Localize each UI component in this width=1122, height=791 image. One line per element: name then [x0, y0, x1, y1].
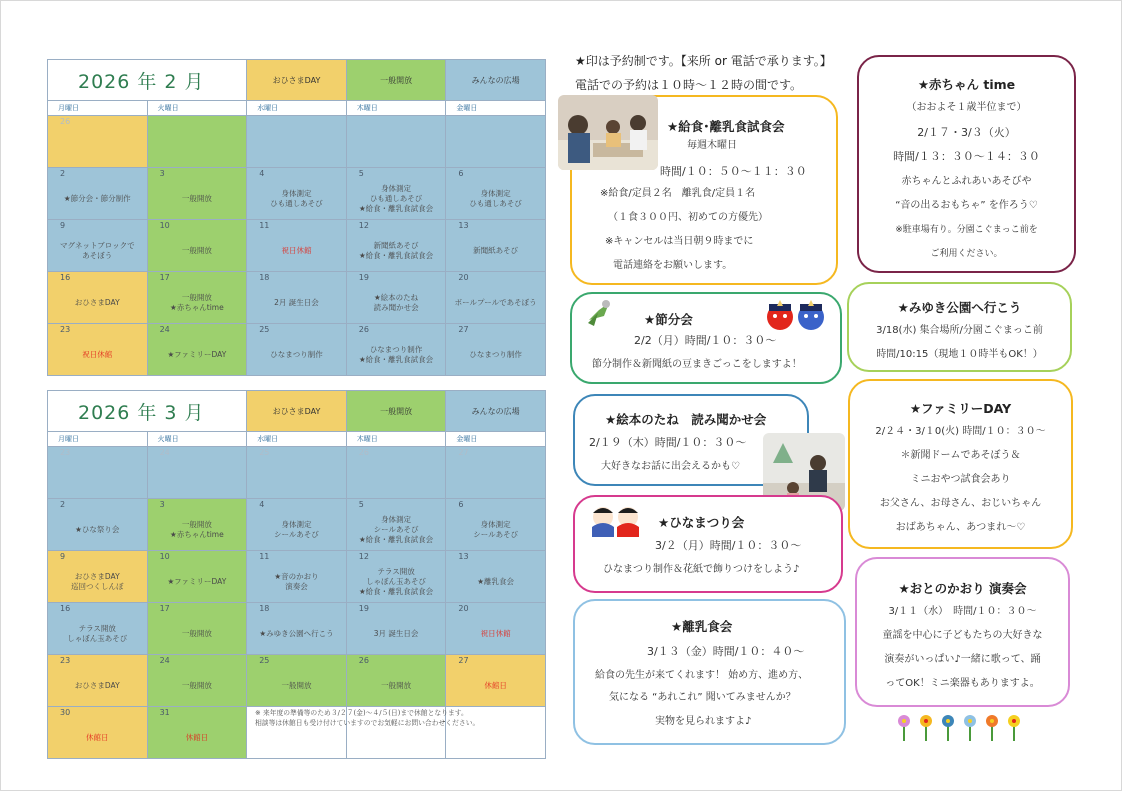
closure-note: ※ 来年度の準備等のため３/２７(金)～４/５(日)まで休館となります。 相談等は休館日も受け付けていますのでお気軽にお問い合わせください。 [255, 709, 480, 727]
weaning-food-line: 給食の先生が来てくれます！ 始め方、進め方、 [595, 670, 809, 681]
weaning-food-line: 3/１３（金）時間/１０：４０～ [647, 645, 805, 658]
day-number: 18 [259, 604, 270, 613]
legend-general: 一般開放 [346, 391, 446, 432]
day-event: 3月 誕生日会 [373, 629, 419, 638]
day-cell [346, 272, 446, 324]
day-number: 13 [458, 221, 469, 230]
day-cell [48, 707, 148, 759]
weaning-food-line: 気になる “あれこれ” 聞いてみませんか？ [609, 692, 796, 703]
family-day-line: お父さん、お母さん、おじいちゃん [879, 498, 1042, 509]
day-event: 祝日休館 [480, 629, 511, 638]
day-number: 11 [259, 552, 270, 561]
day-number: 20 [458, 273, 469, 282]
day-number: 27 [458, 448, 469, 457]
day-event: 休館日 [185, 733, 209, 742]
concert-line: 演奏がいっぱい♪一緒に歌って、踊 [884, 654, 1041, 665]
day-number: 25 [259, 448, 270, 457]
picture-book-line: 2/１９（木）時間/１０：３０～ [589, 436, 747, 449]
legend-general: 一般開放 [346, 60, 446, 101]
day-cell [247, 499, 347, 551]
day-number: 23 [60, 656, 71, 665]
day-number: 26 [358, 656, 369, 665]
day-event: おひさまDAY [74, 298, 120, 307]
day-event: ★音のかおり 演奏会 [274, 572, 319, 591]
day-event: 祝日休館 [281, 246, 312, 255]
concert-title: ★おとのかおり 演奏会 [898, 581, 1027, 596]
day-cell [247, 168, 347, 220]
day-number: 24 [159, 325, 170, 334]
calendar-title: 2026 年 2 月 [48, 60, 247, 101]
day-cell [346, 324, 446, 376]
day-number: 26 [60, 117, 71, 126]
day-number: 26 [358, 448, 369, 457]
day-event: 身体測定 ひも通しあそび [469, 189, 522, 208]
day-event: 一般開放 [181, 629, 212, 638]
lunch-photo [558, 95, 658, 170]
day-event: ひなまつり制作 ★給食・離乳食試食会 [358, 345, 434, 364]
baby-time-line: （おおよそ１歳半位まで） [906, 102, 1027, 113]
day-cell [346, 551, 446, 603]
day-cell [446, 551, 546, 603]
legend-ohisama: おひさまDAY [247, 60, 347, 101]
day-event: マグネットブロックで あそぼう [60, 241, 135, 260]
setsubun-line: 2/2（月）時間/１０：３０～ [634, 334, 777, 347]
day-event: 一般開放 [181, 194, 212, 203]
day-number: 11 [259, 221, 270, 230]
concert-line: 童謡を中心に子どもたちの大好きな [882, 630, 1043, 641]
day-event: 身体測定 ひも通しあそび ★給食・離乳食試食会 [358, 184, 434, 213]
day-event: 身体測定 シールあそび ★給食・離乳食試食会 [358, 515, 434, 544]
day-event: 休館日 [86, 733, 109, 742]
day-event: 新聞紙あそび ★給食・離乳食試食会 [358, 241, 434, 260]
day-cell [446, 447, 546, 499]
day-cell [147, 447, 247, 499]
day-cell [48, 324, 148, 376]
day-event: ★離乳食会 [477, 577, 515, 586]
day-number: 6 [458, 500, 464, 509]
march-calendar [47, 390, 546, 759]
day-cell [147, 603, 247, 655]
day-cell [48, 603, 148, 655]
day-event: ★みゆき公園へ行こう [259, 629, 334, 638]
day-cell [147, 168, 247, 220]
day-number: 25 [259, 325, 270, 334]
lunch-tasting-line: ※給食/定員２名 離乳食/定員１名 [600, 188, 756, 199]
day-event: 一般開放 [181, 681, 212, 690]
baby-time-line: 赤ちゃんとふれあいあそびや [901, 176, 1032, 187]
baby-time-title: ★赤ちゃん time [917, 77, 1016, 92]
day-event: 一般開放 ★赤ちゃんtime [170, 520, 224, 539]
baby-time-line: 時間/１３：３０～１４：３０ [893, 150, 1040, 163]
day-event: ★ひな祭り会 [75, 525, 120, 534]
february-calendar [47, 59, 546, 376]
day-number: 9 [60, 552, 66, 561]
weekday-label: 木曜日 [346, 432, 446, 447]
day-cell [247, 116, 347, 168]
day-cell [446, 324, 546, 376]
day-cell [48, 116, 148, 168]
day-cell [147, 324, 247, 376]
legend-minna: みんなの広場 [446, 391, 546, 432]
day-event: ひなまつり制作 [270, 350, 323, 359]
day-number: 13 [458, 552, 469, 561]
day-cell [247, 603, 347, 655]
family-day-line: おばあちゃん、あつまれ～♡ [895, 522, 1026, 533]
concert-line: 3/１１（水） 時間/１０：３０～ [888, 606, 1037, 617]
day-event: 祝日休館 [82, 350, 113, 359]
day-cell [147, 116, 247, 168]
family-day-box [848, 379, 1073, 549]
holly-leaf-icon [584, 298, 614, 328]
day-number: 27 [458, 325, 469, 334]
day-event: 一般開放 [281, 681, 312, 690]
day-number: 25 [259, 656, 270, 665]
baby-time-line: ご利用ください。 [930, 249, 1003, 259]
day-cell [48, 655, 148, 707]
day-cell [446, 655, 546, 707]
day-cell [147, 220, 247, 272]
family-day-line: ＊新聞ドームであそぼう＆ [900, 450, 1021, 461]
day-number: 24 [159, 448, 170, 457]
day-number: 4 [259, 169, 265, 178]
day-number: 30 [60, 708, 71, 717]
day-number: 9 [60, 221, 66, 230]
day-number: 27 [458, 656, 469, 665]
setsubun-title: ★節分会 [644, 312, 693, 327]
miyuki-park-title: ★みゆき公園へ行こう [897, 300, 1022, 315]
day-number: 16 [60, 273, 71, 282]
day-number: 4 [259, 500, 265, 509]
lunch-tasting-line: 毎週木曜日 [687, 140, 737, 151]
day-cell [147, 551, 247, 603]
day-number: 5 [358, 500, 364, 509]
weaning-food-box [573, 599, 846, 745]
day-number: 19 [358, 604, 369, 613]
lunch-tasting-line: ※キャンセルは当日朝９時までに [605, 236, 754, 247]
day-number: 24 [159, 656, 170, 665]
flowers-decoration-icon [893, 713, 1028, 743]
day-event: 一般開放 ★赤ちゃんtime [170, 293, 224, 312]
day-number: 20 [458, 604, 469, 613]
day-event: ★節分会・節分制作 [63, 194, 131, 203]
family-day-line: ミニおやつ試食会あり [910, 474, 1011, 485]
day-event: ひなまつり制作 [469, 350, 522, 359]
day-event: おひさまDAY [74, 681, 120, 690]
family-day-title: ★ファミリーDAY [909, 401, 1012, 416]
day-number: 2 [60, 500, 66, 509]
reservation-note: ★印は予約制です。【来所 or 電話で承ります。】 [575, 54, 832, 68]
day-number: 17 [159, 604, 170, 613]
hina-dolls-icon [590, 503, 642, 539]
day-event: おひさまDAY 巡回つくしんぼ [71, 572, 124, 591]
day-event: 一般開放 [381, 681, 412, 690]
day-cell [346, 499, 446, 551]
day-number: 5 [358, 169, 364, 178]
day-event: 2月 誕生日会 [274, 298, 319, 307]
day-event: テラス開放 しゃぼん玉あそび ★給食・離乳食試食会 [358, 567, 434, 596]
concert-line: ってOK！ミニ楽器もありますよ。 [885, 678, 1040, 689]
day-number: 18 [259, 273, 270, 282]
day-cell [147, 499, 247, 551]
day-cell [346, 603, 446, 655]
day-cell [346, 655, 446, 707]
day-event: ★ファミリーDAY [167, 577, 227, 586]
day-cell [446, 220, 546, 272]
phone-hours-note: 電話での予約は１０時～１２時の間です。 [575, 78, 803, 92]
day-cell [48, 272, 148, 324]
day-cell [247, 324, 347, 376]
day-number: 3 [159, 500, 165, 509]
day-event: 身体測定 ひも通しあそび [270, 189, 323, 208]
day-cell [247, 655, 347, 707]
picture-book-line: 大好きなお話に出会えるかも♡ [601, 461, 740, 472]
weekday-label: 月曜日 [48, 432, 148, 447]
day-number: 26 [358, 325, 369, 334]
day-cell [346, 447, 446, 499]
oni-icon [765, 300, 827, 332]
day-cell [147, 707, 247, 759]
legend-ohisama: おひさまDAY [247, 391, 347, 432]
day-event: テラス開放 しゃぼん玉あそび [67, 624, 128, 643]
day-event: ボールプールであそぼう [454, 298, 537, 307]
day-event: 一般開放 [181, 246, 212, 255]
day-cell [147, 655, 247, 707]
calendar-title: 2026 年 3 月 [48, 391, 247, 432]
concert-box [855, 557, 1070, 707]
day-cell [48, 447, 148, 499]
legend-minna: みんなの広場 [446, 60, 546, 101]
lunch-tasting-title: ★給食･離乳食試食会 [667, 119, 785, 134]
weekday-label: 月曜日 [48, 101, 148, 116]
day-number: 17 [159, 273, 170, 282]
baby-time-line: “音の出るおもちゃ” を作ろう♡ [895, 200, 1038, 211]
day-event: ★ファミリーDAY [167, 350, 227, 359]
day-event: 休館日 [484, 681, 507, 690]
day-number: 12 [358, 221, 369, 230]
hinamatsuri-line: 3/２（月）時間/１０：３０～ [655, 539, 802, 552]
family-day-line: 2/２４・3/１0(火) 時間/１０：３０～ [875, 426, 1046, 437]
weekday-label: 火曜日 [147, 432, 247, 447]
day-number: 10 [159, 552, 170, 561]
day-cell [247, 447, 347, 499]
lunch-tasting-line: 電話連絡をお願いします。 [613, 260, 733, 271]
day-number: 6 [458, 169, 464, 178]
day-cell [346, 220, 446, 272]
baby-time-line: ※駐車場有り。分園こぐまっこ前を [895, 225, 1038, 235]
weaning-food-line: 実物を見られますよ♪ [655, 716, 752, 727]
day-number: 12 [358, 552, 369, 561]
lunch-tasting-line: （１食３００円、初めての方優先） [608, 212, 768, 223]
day-cell [48, 220, 148, 272]
day-cell [446, 272, 546, 324]
hinamatsuri-line: ひなまつり制作＆花紙で飾りつけをしよう♪ [603, 564, 800, 575]
day-event: 身体測定 シールあそび [274, 520, 319, 539]
day-cell [247, 272, 347, 324]
day-number: 31 [159, 708, 170, 717]
weekday-label: 金曜日 [446, 432, 546, 447]
weekday-label: 水曜日 [247, 101, 347, 116]
day-event: 身体測定 シールあそび [473, 520, 519, 539]
day-cell [346, 168, 446, 220]
day-cell [446, 168, 546, 220]
weaning-food-title: ★離乳食会 [671, 619, 733, 634]
day-cell [48, 168, 148, 220]
weekday-label: 火曜日 [147, 101, 247, 116]
day-cell [446, 116, 546, 168]
day-number: 2 [60, 169, 66, 178]
day-cell [446, 499, 546, 551]
miyuki-park-box [847, 282, 1072, 372]
day-cell [346, 116, 446, 168]
day-number: 23 [60, 325, 71, 334]
miyuki-park-line: 時間/10:15（現地１０時半もOK！） [876, 349, 1043, 360]
weekday-label: 木曜日 [346, 101, 446, 116]
day-event: ★絵本のたね 読み聞かせ会 [373, 293, 419, 312]
day-number: 23 [60, 448, 71, 457]
day-cell [48, 551, 148, 603]
day-cell [446, 603, 546, 655]
picture-book-title: ★絵本のたね 読み聞かせ会 [605, 412, 767, 427]
lunch-tasting-line: 時間/１０：５０～１１：３０ [660, 165, 807, 178]
day-cell [147, 272, 247, 324]
day-cell [247, 551, 347, 603]
day-number: 3 [159, 169, 165, 178]
hinamatsuri-title: ★ひなまつり会 [658, 515, 745, 530]
weekday-label: 水曜日 [247, 432, 347, 447]
day-number: 16 [60, 604, 71, 613]
baby-time-box [857, 55, 1076, 273]
baby-time-line: 2/１７・3/３（火） [917, 126, 1016, 139]
setsubun-line: 節分制作＆新聞紙の豆まきごっこをしますよ！ [592, 359, 802, 370]
day-cell [247, 220, 347, 272]
day-number: 10 [159, 221, 170, 230]
day-cell [48, 499, 148, 551]
day-event: 新聞紙あそび [473, 246, 519, 255]
weekday-label: 金曜日 [446, 101, 546, 116]
day-number: 19 [358, 273, 369, 282]
miyuki-park-line: 3/18(水) 集合場所/分園こぐまっこ前 [876, 325, 1043, 336]
